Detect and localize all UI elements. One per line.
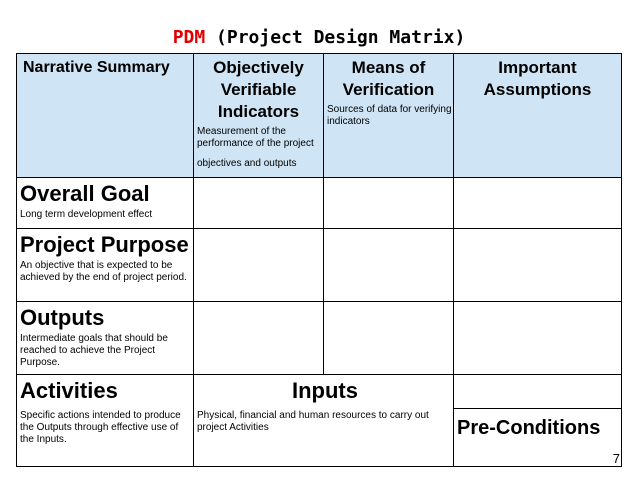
header-narrative-summary: Narrative Summary	[17, 54, 194, 178]
cell-goal-mov	[324, 178, 454, 229]
inputs-desc: Physical, financial and human resources to carry out project Activities	[197, 410, 429, 433]
project-purpose-label: Project Purpose	[20, 232, 189, 257]
header-row	[17, 54, 622, 178]
header-mov	[324, 54, 454, 178]
activities-label: Activities	[20, 378, 118, 403]
cell-goal-ovi	[194, 178, 324, 229]
cell-outputs-assumptions	[454, 302, 622, 375]
cell-overall-goal	[17, 178, 194, 229]
outputs-desc: Intermediate goals that should be reached to achieve the Project Purpose.	[20, 333, 168, 368]
cell-outputs-mov	[324, 302, 454, 375]
ovi-title-line3: Indicators	[217, 102, 300, 121]
ovi-note: Measurement of the performance of the project	[197, 126, 314, 149]
activities-desc: Specific actions intended to produce the Outputs through effective use of the Inputs.	[20, 410, 181, 445]
cell-project-purpose	[17, 229, 194, 302]
cell-inputs	[194, 375, 454, 467]
cell-purpose-mov	[324, 229, 454, 302]
inputs-label: Inputs	[292, 378, 358, 403]
slide-title	[0, 27, 638, 49]
header-assumptions	[454, 54, 622, 178]
mov-note: Sources of data for verifying indicators	[327, 104, 452, 127]
ovi-title-line1: Objectively	[213, 58, 304, 77]
cell-activities-assumptions	[454, 375, 622, 409]
outputs-label: Outputs	[20, 305, 105, 330]
cell-activities	[17, 375, 194, 467]
project-design-matrix	[16, 53, 622, 467]
assumptions-title-line2: Assumptions	[483, 80, 592, 99]
mov-title-line2: Verification	[342, 80, 435, 99]
cell-purpose-assumptions	[454, 229, 622, 302]
assumptions-title-line1: Important	[498, 58, 577, 77]
project-purpose-desc: An objective that is expected to be achieved by the end of project period.	[20, 260, 187, 283]
page-number: 7	[612, 451, 620, 466]
title-accent: PDM	[172, 27, 206, 48]
row-activities	[17, 375, 622, 409]
overall-goal-label: Overall Goal	[20, 181, 150, 206]
overall-goal-desc: Long term development effect	[20, 209, 153, 220]
header-ovi	[194, 54, 324, 178]
row-outputs	[17, 302, 622, 375]
mov-title-line1: Means of	[351, 58, 426, 77]
cell-preconditions	[454, 409, 622, 467]
cell-outputs-ovi	[194, 302, 324, 375]
cell-goal-assumptions	[454, 178, 622, 229]
preconditions-label: Pre-Conditions	[457, 417, 601, 439]
ovi-title-line2: Verifiable	[220, 80, 297, 99]
row-project-purpose	[17, 229, 622, 302]
title-rest: (Project Design Matrix)	[205, 27, 466, 48]
row-overall-goal	[17, 178, 622, 229]
cell-outputs	[17, 302, 194, 375]
ovi-note-2: objectives and outputs	[197, 158, 297, 169]
cell-purpose-ovi	[194, 229, 324, 302]
